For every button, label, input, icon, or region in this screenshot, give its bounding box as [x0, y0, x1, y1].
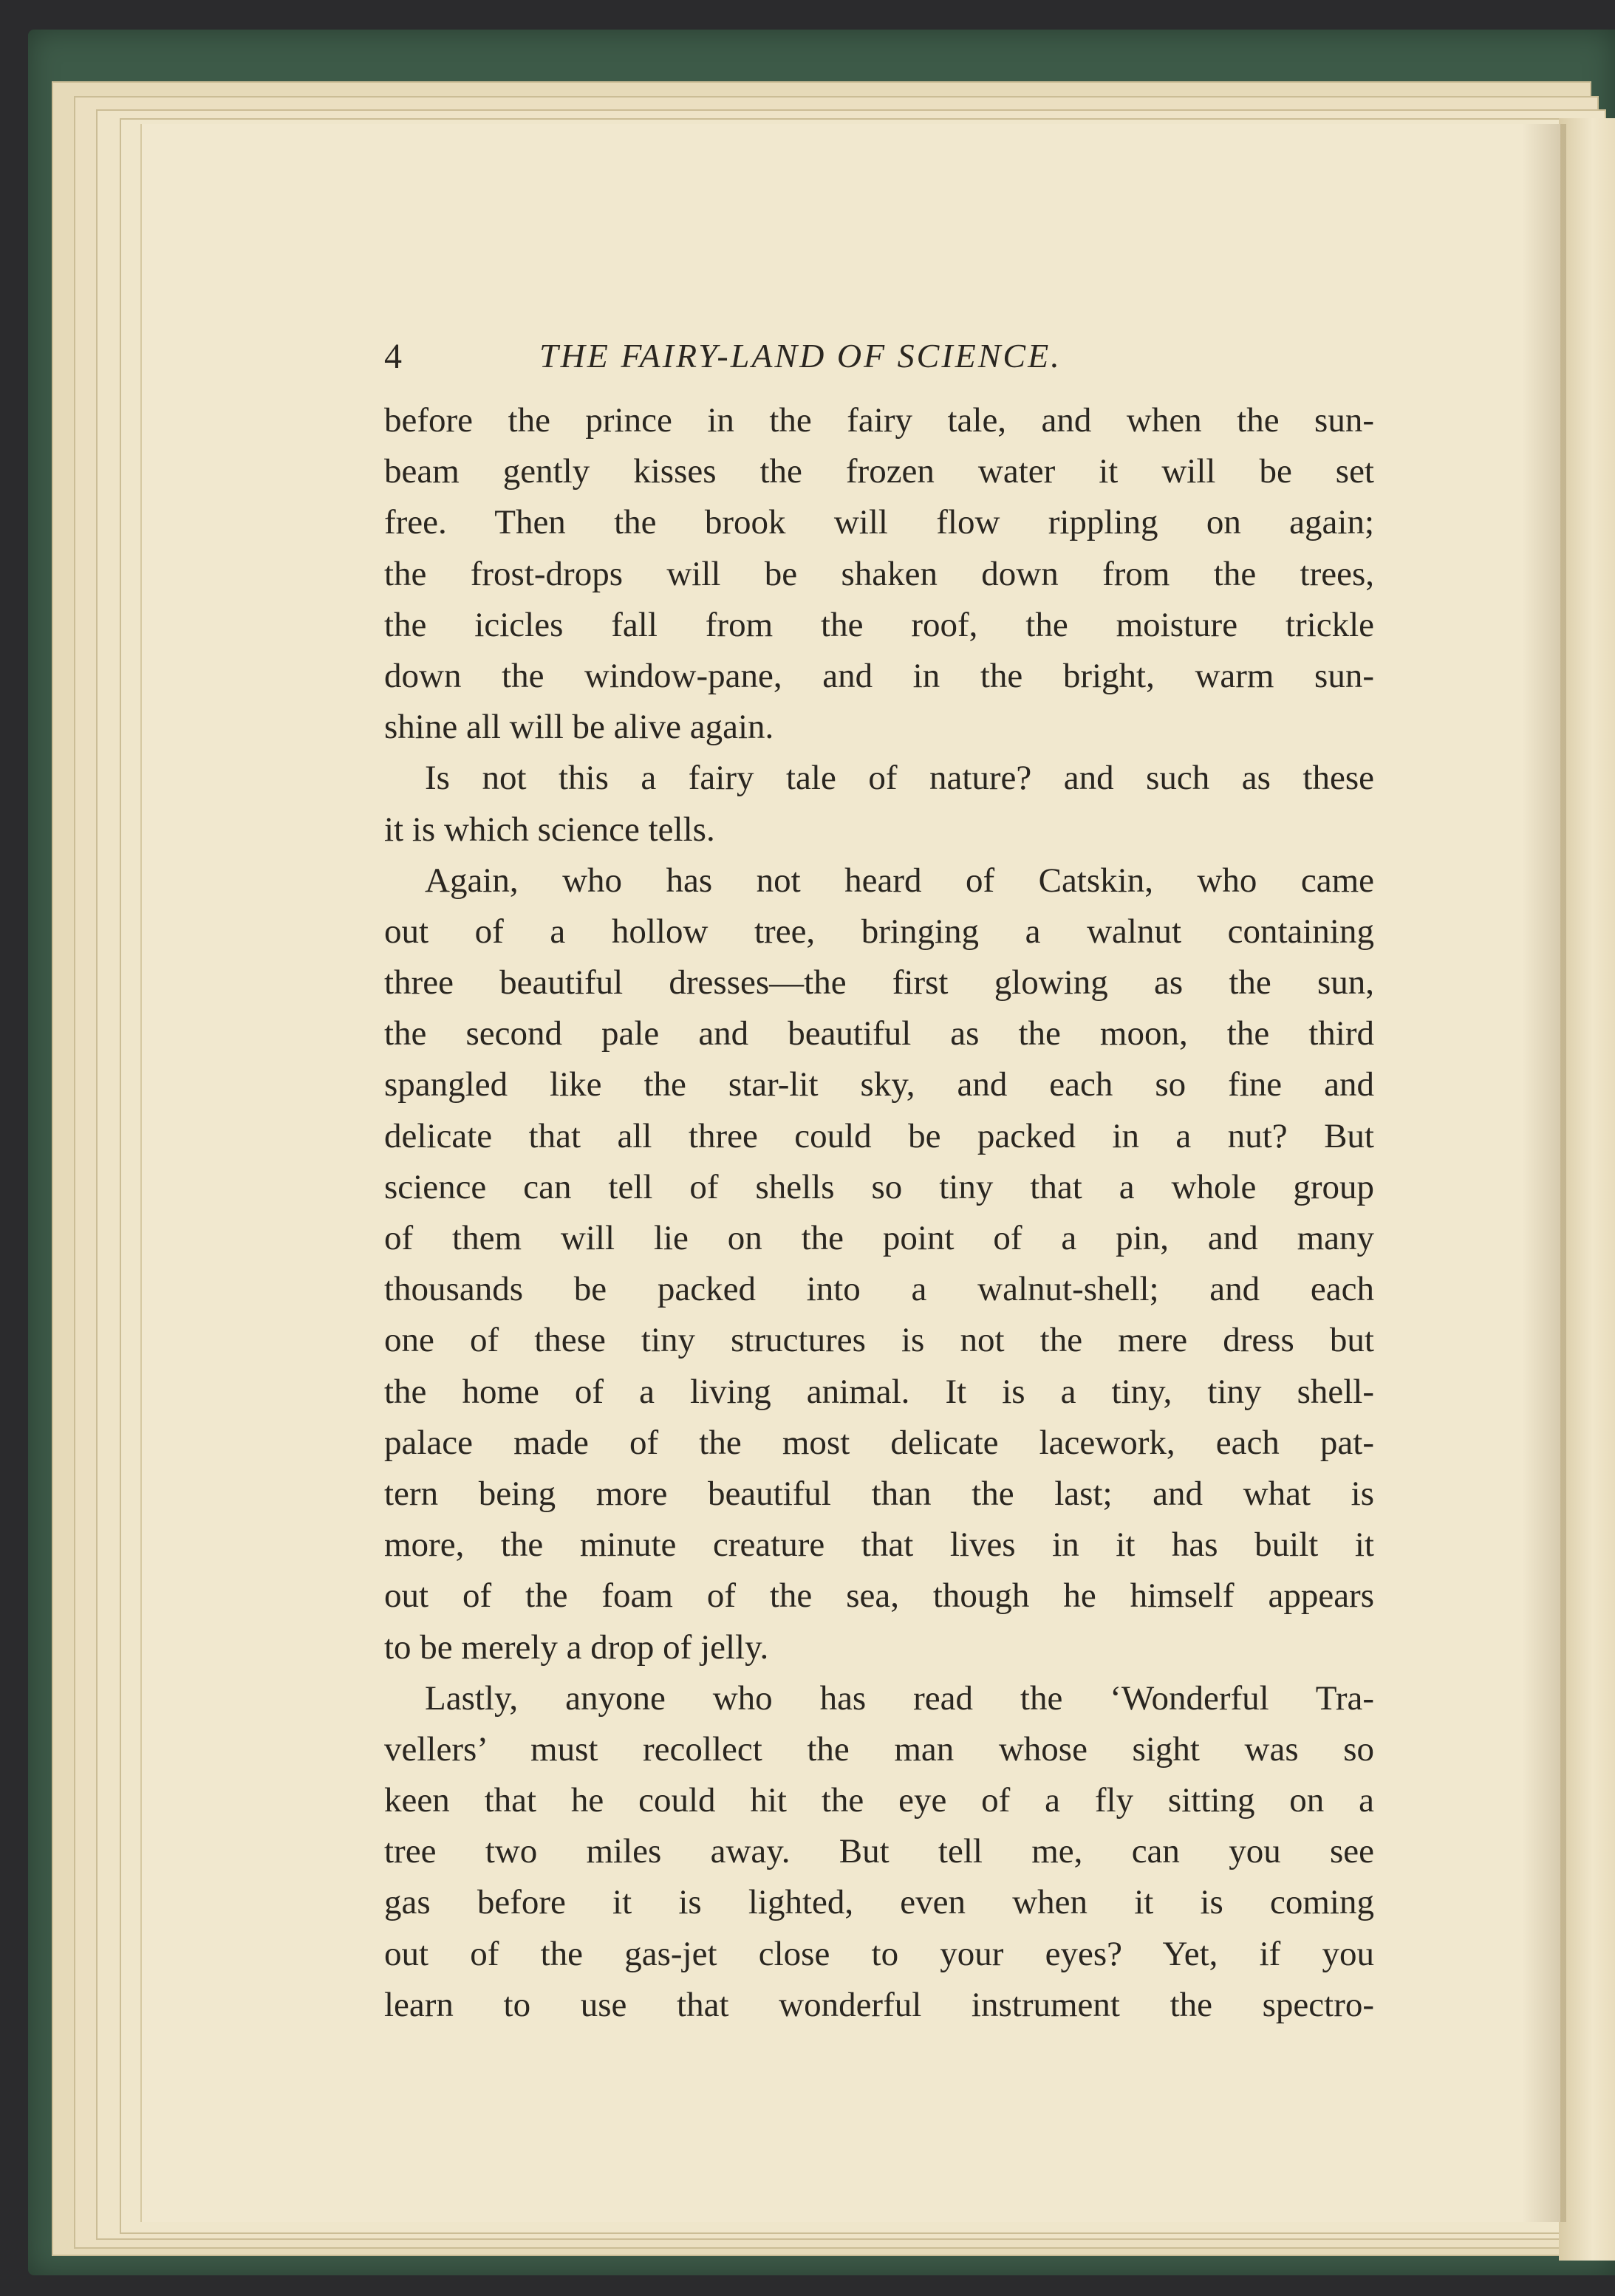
text-line: out of the gas-jet close to your eyes? Yet, if you [384, 1934, 1374, 1973]
text-line: of them will lie on the point of a pin, and many [384, 1219, 1374, 1257]
text-line: tern being more beautiful than the last; and what is [384, 1474, 1374, 1513]
facing-page-edge [1559, 118, 1615, 2261]
text-line: shine all will be alive again. [384, 708, 774, 747]
page-number: 4 [384, 337, 403, 376]
text-line: down the window-pane, and in the bright, warm sun- [384, 656, 1374, 695]
text-line: keen that he could hit the eye of a fly sitting on a [384, 1781, 1374, 1820]
text-line: vellers’ must recollect the man whose sight was so [384, 1729, 1374, 1769]
text-line: before the prince in the fairy tale, and when the sun- [384, 401, 1374, 440]
text-line: spangled like the star-lit sky, and each so fine and [384, 1065, 1374, 1104]
running-title: THE FAIRY-LAND OF SCIENCE. [539, 337, 1062, 375]
text-line: the frost-drops will be shaken down from the trees, [384, 554, 1374, 593]
text-line: Is not this a fairy tale of nature? and such as these [425, 759, 1374, 798]
text-line: out of the foam of the sea, though he himself appears [384, 1576, 1374, 1616]
text-line: palace made of the most delicate lacework, each pat- [384, 1423, 1374, 1462]
gutter-shadow [1522, 124, 1566, 2222]
text-line: three beautiful dresses—the first glowing as the sun, [384, 963, 1374, 1002]
text-line: gas before it is lighted, even when it is coming [384, 1883, 1374, 1922]
text-line: it is which science tells. [384, 810, 715, 849]
text-line: free. Then the brook will flow rippling on again; [384, 503, 1374, 542]
text-line: thousands be packed into a walnut-shell; and each [384, 1270, 1374, 1309]
text-line: out of a hollow tree, bringing a walnut containing [384, 912, 1374, 951]
text-line: the icicles fall from the roof, the moisture trickle [384, 605, 1374, 644]
text-line: delicate that all three could be packed in a nut? But [384, 1116, 1374, 1155]
running-head [384, 336, 1374, 395]
text-line: Again, who has not heard of Catskin, who came [425, 861, 1374, 900]
text-line: more, the minute creature that lives in it has built it [384, 1525, 1374, 1565]
text-line: beam gently kisses the frozen water it will be set [384, 452, 1374, 491]
text-line: the second pale and beautiful as the moon, the third [384, 1014, 1374, 1053]
text-line: one of these tiny structures is not the mere dress but [384, 1321, 1374, 1360]
text-line: learn to use that wonderful instrument the spectro- [384, 1985, 1374, 2024]
text-line: the home of a living animal. It is a tiny, tiny shell- [384, 1372, 1374, 1411]
text-line: Lastly, anyone who has read the ‘Wonderful Tra- [425, 1678, 1374, 1718]
text-line: science can tell of shells so tiny that a whole group [384, 1167, 1374, 1206]
text-block [384, 336, 1374, 2031]
text-line: to be merely a drop of jelly. [384, 1627, 769, 1667]
text-line: tree two miles away. But tell me, can you see [384, 1832, 1374, 1871]
